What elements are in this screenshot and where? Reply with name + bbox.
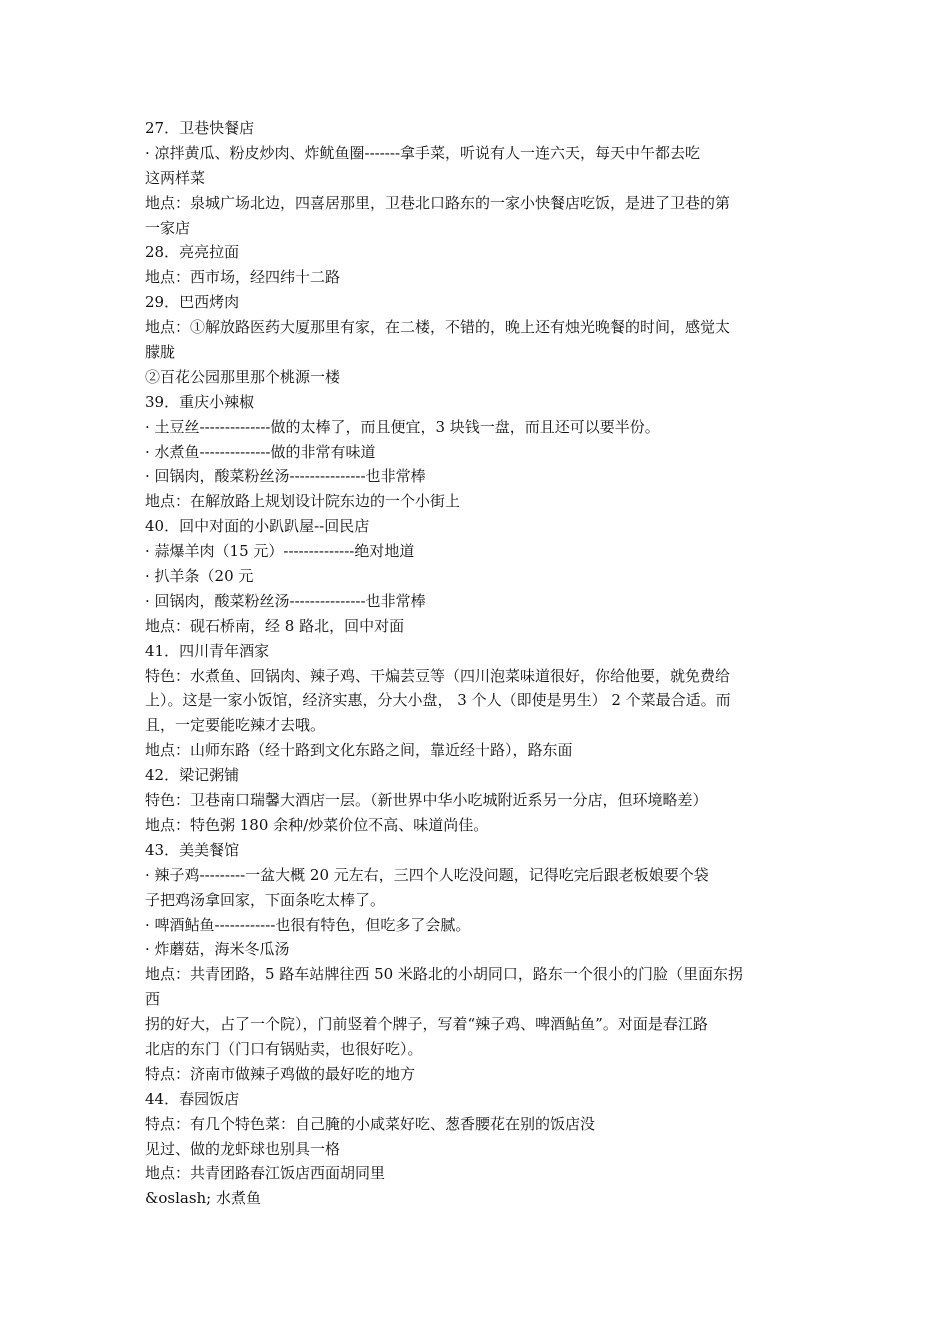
- text-line: 特点：有几个特色菜：自己腌的小咸菜好吃、葱香腰花在别的饭店没: [145, 1114, 596, 1133]
- document-body: [145, 116, 825, 1211]
- text-line: 地点：砚石桥南，经 8 路北，回中对面: [145, 616, 405, 635]
- text-line: 42．梁记粥铺: [145, 766, 240, 785]
- text-line: 地点：特色粥 180 余种/炒菜价位不高、味道尚佳。: [145, 815, 489, 834]
- text-line: 见过、做的龙虾球也别具一格: [145, 1139, 341, 1158]
- text-line: · 土豆丝--------------做的太棒了，而且便宜，3 块钱一盘，而且还可以要半份。: [145, 417, 660, 436]
- text-line: 地点：西市场，经四纬十二路: [145, 268, 341, 287]
- text-line: 40．回中对面的小趴趴屋--回民店: [145, 517, 370, 536]
- text-line: 地点：泉城广场北边，四喜居那里，卫巷北口路东的一家小快餐店吃饭，是进了卫巷的第: [145, 193, 731, 212]
- text-line: 上）。这是一家小饭馆，经济实惠，分大小盘， 3 个人（即使是男生） 2 个菜最合适。而: [145, 691, 731, 710]
- text-line: · 凉拌黄瓜、粉皮炒肉、炸鱿鱼圈-------拿手菜，听说有人一连六天，每天中午都去吃: [145, 143, 701, 162]
- text-line: · 扒羊条（20 元: [145, 567, 254, 586]
- text-line: 地点：山师东路（经十路到文化东路之间，靠近经十路），路东面: [145, 741, 573, 760]
- text-line: 27．卫巷快餐店: [145, 119, 255, 137]
- text-line: 地点：①解放路医药大厦那里有家，在二楼，不错的，晚上还有烛光晚餐的时间，感觉太: [145, 318, 731, 337]
- text-line: · 回锅肉，酸菜粉丝汤---------------也非常棒: [145, 591, 426, 610]
- text-line: 且，一定要能吃辣才去哦。: [145, 716, 326, 735]
- text-line: 44．春园饭店: [145, 1089, 240, 1108]
- text-line: 43．美美餐馆: [145, 840, 240, 859]
- text-line: 特色：卫巷南口瑞馨大酒店一层。（新世界中华小吃城附近系另一分店，但环境略差）: [145, 791, 708, 810]
- text-line: 地点：在解放路上规划设计院东边的一个小街上: [145, 492, 461, 511]
- text-line: 41．四川青年酒家: [145, 641, 270, 660]
- text-line: · 蒜爆羊肉（15 元）--------------绝对地道: [145, 542, 415, 561]
- text-line: 一家店: [145, 218, 191, 237]
- text-line: 西: [145, 990, 161, 1009]
- text-line: · 辣子鸡---------一盆大概 20 元左右，三四个人吃没问题，记得吃完后跟老板娘要个袋: [145, 865, 709, 884]
- text-line: · 啤酒鲇鱼------------也很有特色，但吃多了会腻。: [145, 915, 471, 934]
- text-line: · 水煮鱼--------------做的非常有味道: [145, 442, 376, 461]
- text-line: 特色：水煮鱼、回锅肉、辣子鸡、干煸芸豆等（四川泡菜味道很好，你给他要，就免费给: [145, 666, 731, 685]
- text-line: &oslash; 水煮鱼: [145, 1189, 262, 1208]
- text-line: ②百花公园那里那个桃源一楼: [145, 367, 341, 386]
- text-line: · 回锅肉，酸菜粉丝汤---------------也非常棒: [145, 467, 426, 486]
- text-line: 这两样菜: [145, 168, 206, 187]
- text-line: 子把鸡汤拿回家，下面条吃太棒了。: [145, 890, 386, 909]
- text-line: 朦胧: [145, 343, 176, 362]
- text-line: 拐的好大，占了一个院），门前竖着个牌子，写着“辣子鸡、啤酒鲇鱼”。对面是春江路: [145, 1015, 708, 1034]
- text-line: 地点：共青团路春江饭店西面胡同里: [145, 1164, 386, 1183]
- text-line: 28．亮亮拉面: [145, 243, 240, 262]
- text-line: 特点：济南市做辣子鸡做的最好吃的地方: [145, 1064, 416, 1083]
- text-line: 39．重庆小辣椒: [145, 392, 255, 411]
- text-line: 地点：共青团路，5 路车站牌往西 50 米路北的小胡同口，路东一个很小的门脸（里面东拐: [145, 965, 743, 984]
- text-line: 北店的东门（门口有锅贴卖，也很好吃）。: [145, 1039, 423, 1058]
- text-line: · 炸蘑菇，海米冬瓜汤: [145, 940, 290, 959]
- text-line: 29．巴西烤肉: [145, 293, 240, 312]
